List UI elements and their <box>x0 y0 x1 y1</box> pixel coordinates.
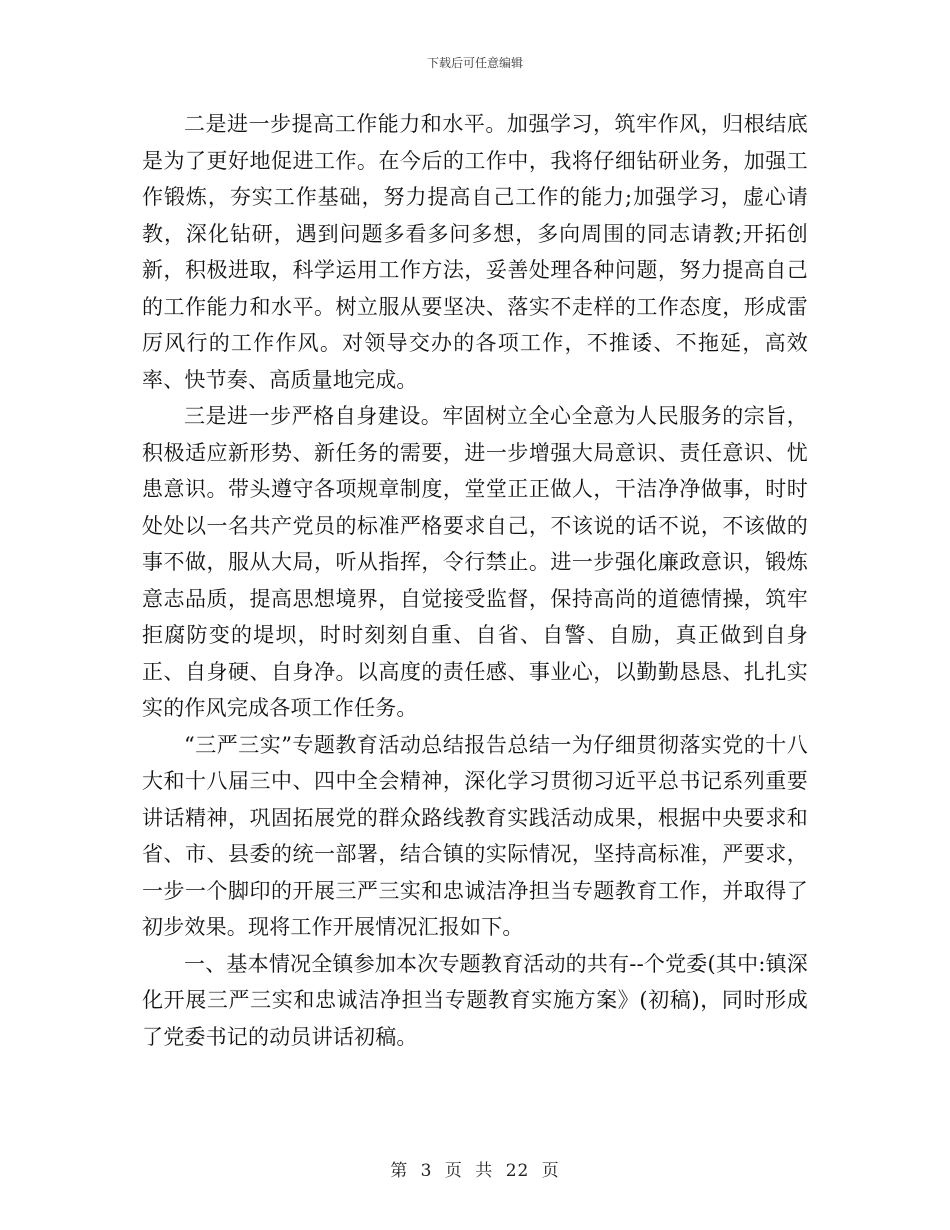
paragraph-basic-info: 一、基本情况全镇参加本次专题教育活动的共有--个党委(其中:镇深化开展三严三实和忠诚洁净担当专题教育实施方案》(初稿)，同时形成了党委书记的动员讲话初稿。 <box>142 951 808 1049</box>
document-body <box>142 106 808 1055</box>
header-note: 下载后可任意编辑 <box>426 56 523 70</box>
page-number: 第 3 页 共 22 页 <box>390 1161 560 1181</box>
paragraph-summary-intro: “三严三实”专题教育活动总结报告总结一为仔细贯彻落实党的十八大和十八届三中、四中全会精神，深化学习贯彻习近平总书记系列重要讲话精神，巩固拓展党的群众路线教育实践活动成果，根据中央要求和省、市、县委的统一部署，结合镇的实际情况，坚持高标准，严要求，一步一个脚印的开展三严三实和忠诚洁净担当专题教育工作，并取得了初步效果。现将工作开展情况汇报如下。 <box>142 732 808 939</box>
paragraph-2: 二是进一步提高工作能力和水平。加强学习，筑牢作风，归根结底是为了更好地促进工作。在今后的工作中，我将仔细钻研业务，加强工作锻炼，夯实工作基础，努力提高自己工作的能力;加强学习，虚心请教，深化钻研，遇到问题多看多问多想，多向周围的同志请教;开拓创新，积极进取，科学运用工作方法，妥善处理各种问题，努力提高自己的工作能力和水平。树立服从要坚决、落实不走样的工作态度，形成雷厉风行的工作作风。对领导交办的各项工作，不推诿、不拖延，高效率、快节奏、高质量地完成。 <box>142 112 808 392</box>
paragraph-3: 三是进一步严格自身建设。牢固树立全心全意为人民服务的宗旨，积极适应新形势、新任务的需要，进一步增强大局意识、责任意识、忧患意识。带头遵守各项规章制度，堂堂正正做人，干洁净净做事，时时处处以一名共产党员的标准严格要求自己，不该说的话不说，不该做的事不做，服从大局，听从指挥，令行禁止。进一步强化廉政意识，锻炼意志品质，提高思想境界，自觉接受监督，保持高尚的道德情操，筑牢拒腐防变的堤坝，时时刻刻自重、自省、自警、自励，真正做到自身正、自身硬、自身净。以高度的责任感、事业心，以勤勤恳恳、扎扎实实的作风完成各项工作任务。 <box>142 404 808 720</box>
